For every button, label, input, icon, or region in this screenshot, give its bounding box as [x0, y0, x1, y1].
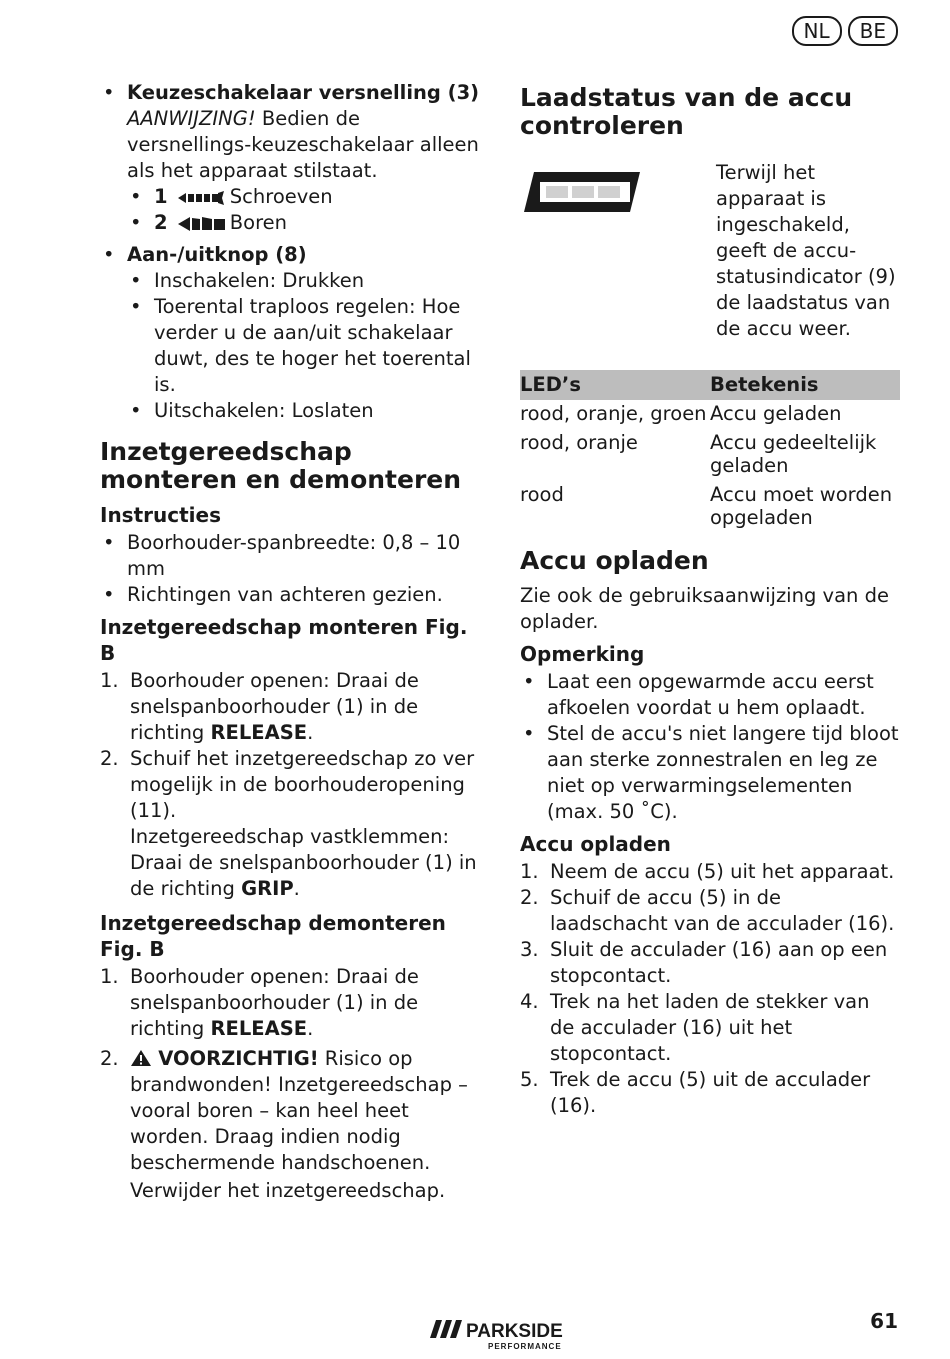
step-text: Schuif de accu (5) in de laadschacht van de acculader (16). — [550, 886, 895, 935]
charging-intro: Zie ook de gebruiksaanwijzing van de oplader. — [520, 584, 889, 633]
step-text: Trek de accu (5) uit de acculader (16). — [550, 1068, 871, 1117]
screw-icon — [178, 190, 226, 206]
warning-icon — [130, 1049, 152, 1067]
language-badges — [792, 16, 898, 46]
gear-option-screw — [127, 184, 485, 210]
charge-status-heading: Laadstatus van de accu controleren — [520, 83, 853, 140]
mount-step-2: 2. Schuif het inzetgereedschap zo ver mogelijk in de boorhouderopening (11). Inzetgereedschap vastklemmen: Draai de snelspanboorhouder (1) in de richting GRIP. — [100, 747, 477, 900]
charging-step — [520, 989, 900, 1067]
right-column — [520, 80, 900, 1119]
gear-switch-note-text: Bedien de versnellings-keuzeschakelaar alleen als het apparaat stilstaat. — [127, 107, 479, 182]
gear-option-label: Boren — [229, 211, 288, 234]
step-text: Boorhouder openen: Draai de snelspanboorhouder (1) in de richting — [130, 669, 419, 744]
gear-option-label: Schroeven — [229, 185, 333, 208]
step-number: 5. — [520, 1068, 539, 1091]
list-item: • Inschakelen: Drukken — [127, 268, 485, 294]
table-cell: Accu moet worden opgeladen — [710, 483, 893, 529]
table-header: LED’s — [520, 370, 710, 400]
step-bold: RELEASE — [210, 1017, 308, 1040]
step-number: 2. — [100, 1047, 119, 1070]
led-table — [520, 370, 900, 533]
step-number: 4. — [520, 990, 539, 1013]
language-badge-be: BE — [848, 16, 898, 46]
page-number: 61 — [870, 1309, 898, 1333]
gear-option-number: 1 — [154, 185, 168, 208]
battery-indicator — [520, 160, 716, 342]
charging-steps-title: Accu opladen — [520, 832, 671, 856]
onoff-list — [127, 268, 485, 424]
charging-step — [520, 1067, 900, 1119]
brand-logo-icon — [430, 1316, 590, 1352]
step-number: 2. — [100, 747, 119, 770]
step-number: 3. — [520, 938, 539, 961]
dismount-title: Inzetgereedschap demonteren Fig. B — [100, 911, 446, 961]
step-number: 1. — [100, 965, 119, 988]
gear-option-number: 2 — [154, 211, 168, 234]
dismount-step-1: 1. Boorhouder openen: Draai de snelspanboorhouder (1) in de richting RELEASE. — [100, 965, 419, 1040]
step-text: Neem de accu (5) uit het apparaat. — [550, 860, 895, 883]
step-bold: RELEASE — [210, 721, 308, 744]
step-text: Sluit de acculader (16) aan op een stopcontact. — [550, 938, 888, 987]
table-cell: rood, oranje, groen — [520, 402, 707, 425]
table-row — [520, 429, 900, 481]
step-bold: GRIP — [241, 877, 294, 900]
instructions-title: Instructies — [100, 503, 221, 527]
warning-label: VOORZICHTIG! — [158, 1047, 319, 1070]
battery-status-icon — [520, 170, 644, 214]
brand-name: PARKSIDE — [466, 1321, 563, 1342]
charging-step — [520, 885, 900, 937]
list-item: • Toerental traploos regelen: Hoe verder u de aan/uit schakelaar duwt, des te hoger het toerental is. — [127, 294, 485, 398]
table-cell: Accu gedeeltelijk geladen — [710, 431, 877, 477]
step-text: Schuif het inzetgereedschap zo ver mogelijk in de boorhouderopening (11). — [130, 747, 475, 822]
list-item: • Boorhouder-spanbreedte: 0,8 – 10 mm — [100, 530, 485, 582]
left-column — [100, 80, 485, 1204]
step-number: 1. — [100, 669, 119, 692]
table-cell: rood — [520, 483, 564, 506]
gear-switch-note-label: AANWIJZING! — [127, 107, 256, 130]
charging-step — [520, 937, 900, 989]
charging-heading: Accu opladen — [520, 546, 709, 575]
brand-sub: PERFORMANCE — [488, 1342, 562, 1351]
list-item: • Laat een opgewarmde accu eerst afkoelen voordat u hem oplaadt. — [520, 669, 900, 721]
mount-step-1: 1. Boorhouder openen: Draai de snelspanboorhouder (1) in de richting RELEASE. — [100, 669, 419, 744]
gear-options — [127, 184, 485, 236]
table-row — [520, 481, 900, 533]
step-text: Risico op brandwonden! Inzetgereedschap – vooral boren – kan heel heet worden. Draag indien nodig beschermende handschoenen. — [130, 1047, 468, 1174]
onoff-title: Aan-/uitknop (8) — [127, 243, 307, 266]
step-text: Trek na het laden de stekker van de acculader (16) uit het stopcontact. — [550, 990, 870, 1065]
mount-heading: Inzetgereedschap monteren en demonteren — [100, 437, 462, 494]
table-header-row — [520, 370, 900, 400]
table-header: Betekenis — [710, 370, 900, 400]
parkside-logo — [430, 1316, 590, 1352]
remark-title: Opmerking — [520, 642, 645, 666]
step-extra: Inzetgereedschap vastklemmen: Draai de snelspanboorhouder (1) in de richting — [130, 825, 477, 900]
drill-icon — [178, 216, 226, 232]
table-cell: Accu geladen — [710, 402, 842, 425]
onoff-bullet — [100, 242, 485, 268]
charge-status-text: Terwijl het apparaat is ingeschakeld, geeft de accu-statusindicator (9) de laadstatus van de accu weer. — [716, 161, 896, 340]
gear-option-drill — [127, 210, 485, 236]
charging-step — [520, 859, 900, 885]
gear-switch-title: Keuzeschakelaar versnelling (3) — [127, 81, 480, 104]
step-number: 1. — [520, 860, 539, 883]
list-item: • Richtingen van achteren gezien. — [100, 582, 485, 608]
step-number: 2. — [520, 886, 539, 909]
battery-indicator-block — [520, 160, 900, 342]
table-cell: rood, oranje — [520, 431, 638, 454]
gear-switch-bullet — [100, 80, 485, 184]
list-item: • Uitschakelen: Loslaten — [127, 398, 485, 424]
mount-title: Inzetgereedschap monteren Fig. B — [100, 615, 468, 665]
language-badge-nl: NL — [792, 16, 842, 46]
step-text: Boorhouder openen: Draai de snelspanboorhouder (1) in de richting — [130, 965, 419, 1040]
table-row — [520, 400, 900, 429]
step-extra: Verwijder het inzetgereedschap. — [130, 1179, 446, 1202]
list-item: • Stel de accu's niet langere tijd bloot aan sterke zonnestralen en leg ze niet op verwarmingselementen (max. 50 ˚C). — [520, 721, 900, 825]
dismount-step-2 — [100, 1046, 485, 1204]
